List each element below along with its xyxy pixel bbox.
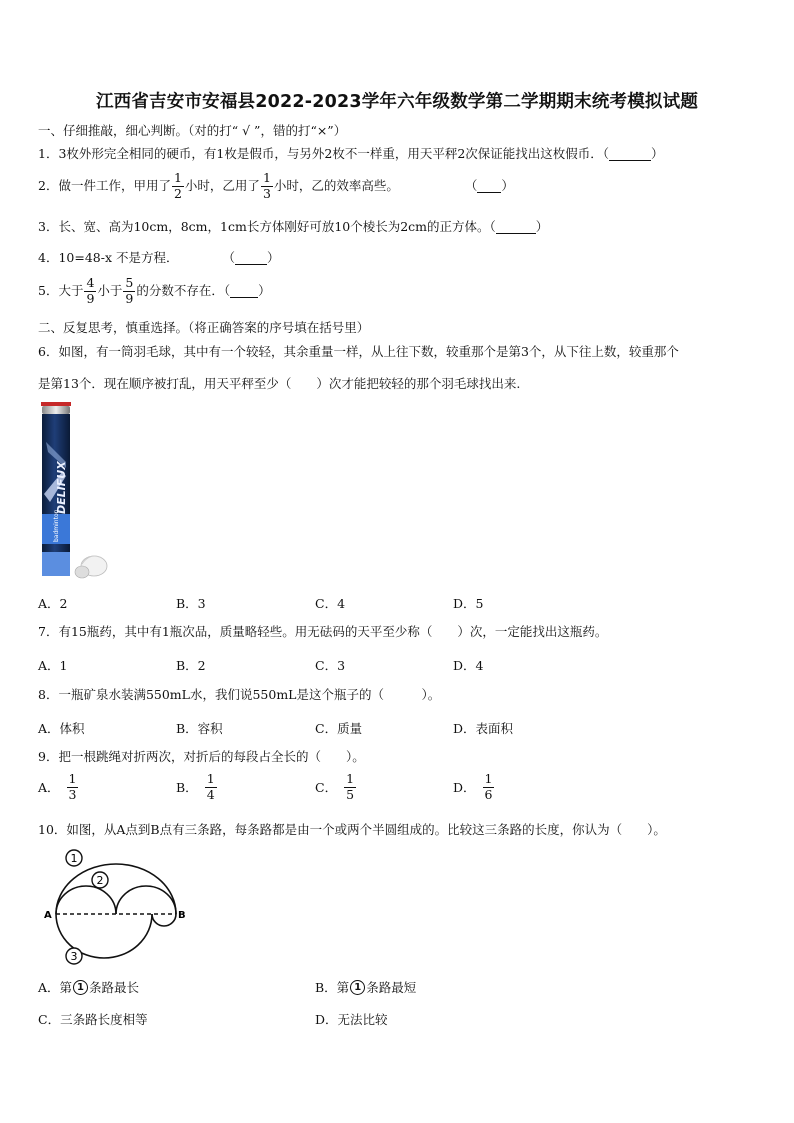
question-3-text: 3．长、宽、高为10cm，8cm，1cm长方体刚好可放10个棱长为2cm的正方体。（	[38, 219, 496, 234]
question-3	[38, 219, 548, 235]
fraction-numerator: 1	[484, 771, 493, 786]
question-4	[38, 250, 280, 266]
shuttlecock-cork	[75, 566, 89, 578]
paren-close: ）	[501, 178, 514, 193]
question-5-text-b: 小于	[97, 283, 123, 298]
question-4-text: 4．10=48-x 不是方程．	[38, 250, 179, 265]
answer-blank[interactable]	[477, 180, 501, 193]
fraction	[483, 773, 495, 801]
q9-option-d[interactable]	[453, 773, 495, 801]
option-label: C．	[315, 780, 338, 795]
section2-heading: 二、反复思考，慎重选择。（将正确答案的序号填在括号里）	[38, 320, 370, 335]
answer-blank[interactable]	[230, 285, 258, 298]
fraction	[344, 773, 356, 801]
question-5-text-a: 5．大于	[38, 283, 84, 298]
q7-option-d[interactable]: D．4	[453, 658, 484, 673]
fraction-denominator: 3	[262, 185, 271, 201]
fraction-numerator: 1	[173, 170, 182, 185]
paren-close: ）	[258, 283, 271, 298]
fraction-numerator: 1	[68, 771, 77, 786]
q8-option-a[interactable]: A．体积	[38, 721, 85, 736]
question-1	[38, 146, 664, 162]
answer-blank[interactable]	[496, 221, 536, 234]
question-5	[38, 277, 271, 305]
q10-option-a[interactable]	[38, 978, 139, 996]
shuttlecock-tube-image	[36, 402, 108, 582]
option-text: 条路最短	[366, 980, 417, 995]
option-text: B．第	[315, 980, 350, 995]
fraction-denominator: 4	[206, 786, 215, 802]
answer-blank[interactable]	[609, 148, 651, 161]
question-1-close: ）	[651, 146, 664, 161]
fraction-numerator: 1	[262, 170, 271, 185]
fraction	[84, 277, 96, 305]
fraction-denominator: 2	[173, 185, 182, 201]
circled-number-2-label: 2	[96, 874, 104, 887]
question-8: 8．一瓶矿泉水装满550mL水，我们说550mL是这个瓶子的（ ）。	[38, 687, 441, 702]
q7-option-c[interactable]: C．3	[315, 658, 346, 673]
question-2-text-b: 小时，乙用了	[184, 178, 260, 193]
fraction-numerator: 1	[206, 771, 215, 786]
q6-option-a[interactable]: A．2	[38, 596, 68, 611]
tube-bottom-band	[42, 552, 70, 576]
tube-cap-rim	[41, 402, 71, 406]
q8-option-d[interactable]: D．表面积	[453, 721, 514, 736]
question-6-line2: 是第13个．现在顺序被打乱，用天平秤至少（ ）次才能把较轻的那个羽毛球找出来.	[38, 376, 521, 391]
q10-option-c[interactable]: C．三条路长度相等	[38, 1012, 148, 1027]
option-label: D．	[453, 780, 476, 795]
fraction	[261, 172, 273, 200]
tube-subtext: badminton	[53, 509, 60, 542]
tube-brand: DELIFUX	[55, 461, 68, 514]
question-7: 7．有15瓶药，其中有1瓶次品，质量略轻些。用无砝码的天平至少称（ ）次，一定能找出这瓶药。	[38, 624, 608, 639]
circled-number-1-label: 1	[70, 852, 78, 865]
circled-number: 1	[350, 980, 365, 995]
question-2-text-c: 小时，乙的效率高些。	[273, 178, 399, 193]
q9-option-b[interactable]	[176, 773, 218, 801]
q7-option-b[interactable]: B．2	[176, 658, 206, 673]
paren-open: （	[464, 178, 478, 193]
question-2	[38, 172, 514, 200]
fraction-numerator: 1	[346, 771, 355, 786]
q9-option-c[interactable]	[315, 773, 357, 801]
tube-cap	[42, 406, 70, 414]
path-2-arc-left	[56, 886, 116, 914]
circled-number: 1	[73, 980, 88, 995]
question-6-line1: 6．如图，有一筒羽毛球，其中有一个较轻，其余重量一样，从上往下数，较重那个是第3个，从下往上数，较重那个	[38, 344, 679, 359]
fraction	[67, 773, 79, 801]
path-2-arc-right	[116, 886, 176, 914]
q8-option-b[interactable]: B．容积	[176, 721, 223, 736]
fraction-denominator: 5	[346, 786, 355, 802]
answer-blank[interactable]	[235, 252, 267, 265]
fraction	[123, 277, 135, 305]
fraction	[172, 172, 184, 200]
q6-option-d[interactable]: D．5	[453, 596, 484, 611]
option-text: 条路最长	[89, 980, 140, 995]
option-label: B．	[176, 780, 198, 795]
fraction	[205, 773, 217, 801]
question-9: 9．把一根跳绳对折两次，对折后的每段占全长的（ ）。	[38, 749, 365, 764]
fraction-numerator: 4	[86, 275, 95, 290]
question-1-text: 1．3枚外形完全相同的硬币，有1枚是假币，与另外2枚不一样重，用天平秤2次保证能找出这枚假币．（	[38, 146, 610, 161]
paren-open: （	[222, 250, 236, 265]
paren-close: ）	[535, 219, 549, 234]
question-2-text-a: 2．做一件工作，甲用了	[38, 178, 171, 193]
path-3-arc-small	[152, 914, 176, 926]
q9-option-a[interactable]	[38, 773, 79, 801]
fraction-numerator: 5	[125, 275, 134, 290]
question-10: 10．如图，从A点到B点有三条路，每条路都是由一个或两个半圆组成的。比较这三条路的长度，你认为（ ）。	[38, 822, 666, 837]
paren-close: ）	[267, 250, 280, 265]
page-title: 江西省吉安市安福县2022-2023学年六年级数学第二学期期末统考模拟试题	[95, 92, 699, 112]
circled-number-3-label: 3	[70, 950, 78, 963]
q6-option-c[interactable]: C．4	[315, 596, 346, 611]
option-label: A．	[38, 780, 60, 795]
q7-option-a[interactable]: A．1	[38, 658, 68, 673]
semicircle-paths-figure	[40, 848, 190, 966]
q10-option-d[interactable]: D．无法比较	[315, 1012, 388, 1027]
point-a-label: A	[44, 910, 52, 921]
fraction-denominator: 9	[86, 290, 95, 306]
section1-heading: 一、仔细推敲，细心判断。（对的打“ √ ”，错的打“×”）	[38, 123, 347, 138]
fraction-denominator: 3	[68, 786, 77, 802]
fraction-denominator: 6	[484, 786, 493, 802]
fraction-denominator: 9	[125, 290, 134, 306]
point-b-label: B	[178, 910, 186, 921]
q6-option-b[interactable]: B．3	[176, 596, 206, 611]
q10-option-b[interactable]	[315, 978, 416, 996]
option-text: A．第	[38, 980, 73, 995]
question-5-text-c: 的分数不存在．（	[136, 283, 231, 298]
q8-option-c[interactable]: C．质量	[315, 721, 363, 736]
